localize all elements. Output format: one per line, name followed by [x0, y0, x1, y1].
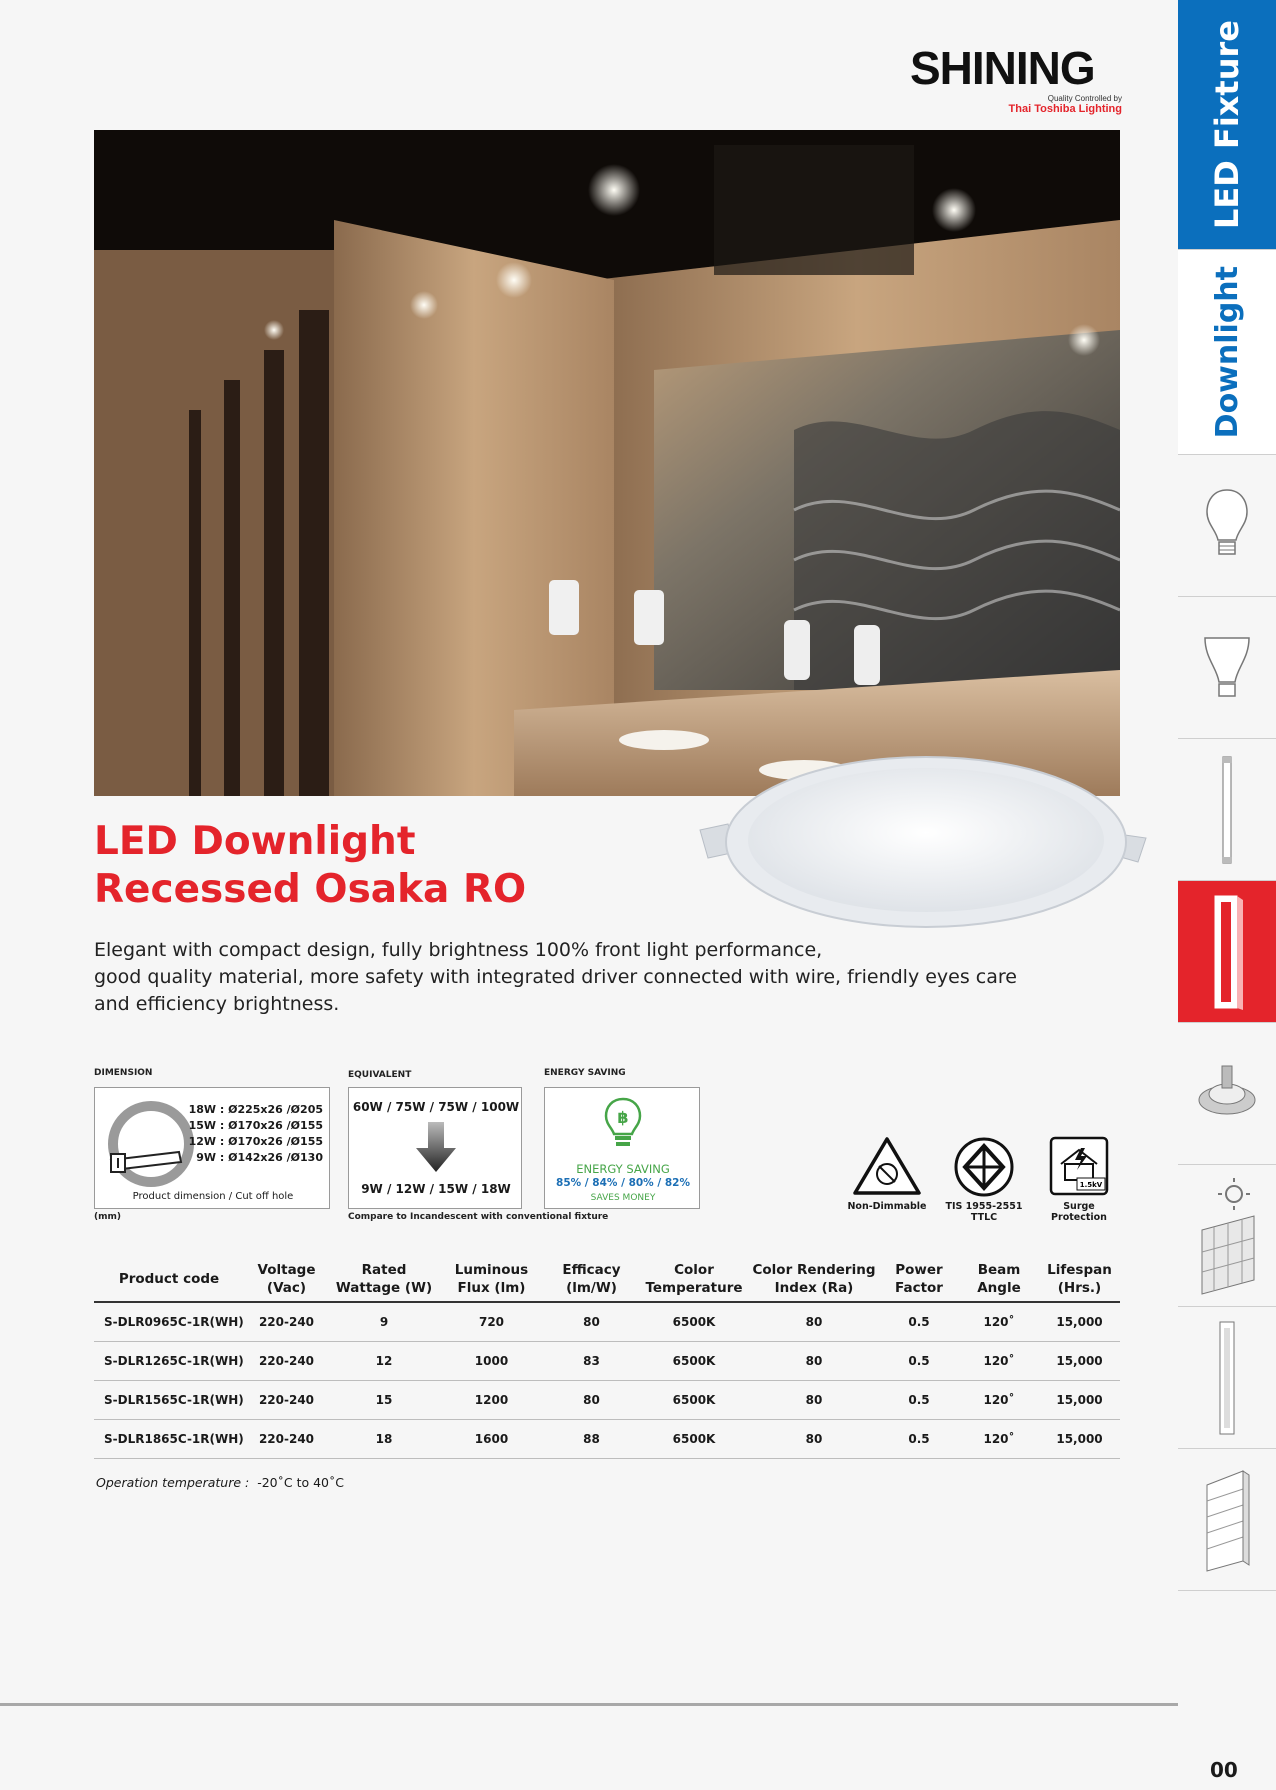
cell-lifespan: 15,000: [1039, 1419, 1120, 1458]
cell-voltage: 220-240: [244, 1302, 329, 1341]
product-description: [94, 937, 1017, 1018]
dimension-box: [94, 1087, 330, 1209]
cell-beam-angle: 120˚: [959, 1419, 1039, 1458]
non-dimmable-label: Non-Dimmable: [847, 1201, 927, 1212]
surge-label: Surge Protection: [1051, 1201, 1107, 1223]
sidebar-category-label: LED Fixture: [1208, 20, 1246, 229]
description-line2: good quality material, more safety with integrated driver connected with wire, friendly eyes care: [94, 966, 1017, 988]
solar-panel-icon: [1192, 1176, 1262, 1296]
cell-power-factor: 0.5: [879, 1419, 959, 1458]
surge-badge: [1036, 1136, 1122, 1223]
product-title-line1: LED Downlight: [94, 819, 416, 864]
dimension-row: 15W : Ø170x26 /Ø155: [188, 1119, 323, 1132]
col-header-sub: (lm/W): [566, 1279, 617, 1296]
sidebar-subcategory-label: Downlight: [1209, 265, 1245, 439]
tube-fixture-icon: [1212, 1318, 1242, 1438]
cell-voltage: 220-240: [244, 1419, 329, 1458]
dimension-row: 18W : Ø225x26 /Ø205: [188, 1103, 323, 1116]
sidebar-item-led-tube[interactable]: [1178, 739, 1276, 881]
operation-value: -20˚C to 40˚C: [257, 1475, 344, 1490]
dimension-caption: Product dimension / Cut off hole: [132, 1191, 294, 1202]
col-header: Power: [895, 1261, 943, 1278]
col-header: Product code: [118, 1270, 220, 1287]
col-header: Color: [674, 1261, 714, 1278]
downlight-product-image: [698, 742, 1150, 934]
table-row: [94, 1419, 1120, 1458]
cell-product-code: S-DLR0965C-1R(WH): [94, 1302, 244, 1341]
cell-color-temp: 6500K: [639, 1341, 749, 1380]
cell-wattage: 15: [329, 1380, 439, 1419]
cell-cri: 80: [749, 1419, 879, 1458]
brand-sub2: Thai Toshiba Lighting: [1008, 103, 1122, 115]
cell-wattage: 9: [329, 1302, 439, 1341]
led-fixture-icon: [1207, 892, 1247, 1012]
equivalent-incandescent: 60W / 75W / 75W / 100W: [352, 1100, 520, 1114]
highbay-icon: [1192, 1054, 1262, 1134]
svg-text:฿: ฿: [617, 1108, 629, 1127]
col-header-sub: Temperature: [645, 1279, 743, 1296]
sidebar-item-bulb[interactable]: [1178, 455, 1276, 597]
brand-name: SHINING: [910, 42, 1095, 94]
operation-label: Operation temperature :: [96, 1475, 250, 1490]
cell-flux: 1000: [439, 1341, 544, 1380]
col-header-sub: Angle: [977, 1279, 1021, 1296]
operation-temperature: [96, 1475, 344, 1490]
sidebar-item-highbay[interactable]: [1178, 1023, 1276, 1165]
col-header: Efficacy: [562, 1261, 621, 1278]
table-row: [94, 1341, 1120, 1380]
col-header: Luminous: [454, 1261, 529, 1278]
cell-product-code: S-DLR1565C-1R(WH): [94, 1380, 244, 1419]
arrow-down-icon: [416, 1122, 456, 1172]
dimension-label: DIMENSION: [94, 1068, 153, 1078]
equivalent-box: [348, 1087, 522, 1209]
col-header-sub: Index (Ra): [774, 1279, 854, 1296]
dimension-row: 9W : Ø142x26 /Ø130: [196, 1151, 323, 1164]
hero-photo: [94, 130, 1120, 796]
col-header-sub: Flux (lm): [457, 1279, 526, 1296]
cell-efficacy: 80: [544, 1302, 639, 1341]
dimension-row: 12W : Ø170x26 /Ø155: [188, 1135, 323, 1148]
sidebar-item-tube-fixture[interactable]: [1178, 1307, 1276, 1449]
energy-bulb-icon: [603, 1096, 643, 1152]
page-number: 00: [1210, 1758, 1238, 1782]
footer-divider: [0, 1703, 1178, 1706]
shelf-fixture-icon: [1197, 1465, 1257, 1575]
table-row: [94, 1380, 1120, 1419]
led-tube-icon: [1217, 755, 1237, 865]
sidebar-item-reflector-bulb[interactable]: [1178, 597, 1276, 739]
col-header: Rated: [361, 1261, 407, 1278]
sidebar-item-shelf[interactable]: [1178, 1449, 1276, 1591]
tis-certification-icon: [953, 1136, 1015, 1198]
cell-cri: 80: [749, 1380, 879, 1419]
surge-value: 1.5kV: [1079, 1181, 1103, 1189]
cell-power-factor: 0.5: [879, 1302, 959, 1341]
brand-logo: [910, 44, 1125, 124]
col-header: Voltage: [257, 1261, 316, 1278]
dimension-unit: (mm): [94, 1212, 121, 1222]
tis-badge: [936, 1136, 1032, 1223]
energy-label: ENERGY SAVING: [544, 1068, 626, 1078]
product-title: [94, 818, 526, 914]
col-header: Beam: [977, 1261, 1021, 1278]
brand-sub1: Quality Controlled by: [1047, 94, 1122, 103]
cell-lifespan: 15,000: [1039, 1302, 1120, 1341]
cell-color-temp: 6500K: [639, 1419, 749, 1458]
cell-efficacy: 80: [544, 1380, 639, 1419]
col-header-sub: (Hrs.): [1057, 1279, 1102, 1296]
description-line3: and efficiency brightness.: [94, 993, 340, 1015]
sidebar-subcategory-tab[interactable]: [1178, 250, 1276, 455]
ttlc-label: TTLC: [970, 1212, 998, 1223]
col-header-sub: Wattage (W): [335, 1279, 433, 1296]
table-header-row: [94, 1250, 1120, 1302]
tis-label: TIS 1955-2551: [945, 1201, 1023, 1212]
cell-lifespan: 15,000: [1039, 1380, 1120, 1419]
cell-product-code: S-DLR1265C-1R(WH): [94, 1341, 244, 1380]
cell-cri: 80: [749, 1302, 879, 1341]
equivalent-note: Compare to Incandescent with conventional fixture: [348, 1212, 609, 1222]
category-sidebar: [1178, 0, 1276, 1790]
product-title-line2: Recessed Osaka RO: [94, 867, 527, 912]
cell-color-temp: 6500K: [639, 1302, 749, 1341]
cell-efficacy: 83: [544, 1341, 639, 1380]
cell-flux: 1600: [439, 1419, 544, 1458]
non-dimmable-icon: [852, 1136, 922, 1198]
equivalent-led: 9W / 12W / 15W / 18W: [361, 1182, 511, 1196]
cell-efficacy: 88: [544, 1419, 639, 1458]
cell-product-code: S-DLR1865C-1R(WH): [94, 1419, 244, 1458]
surge-protection-icon: [1049, 1136, 1109, 1198]
cell-beam-angle: 120˚: [959, 1302, 1039, 1341]
bulb-icon: [1202, 486, 1252, 566]
cell-wattage: 18: [329, 1419, 439, 1458]
sidebar-category-tab[interactable]: [1178, 0, 1276, 250]
cell-voltage: 220-240: [244, 1380, 329, 1419]
cell-voltage: 220-240: [244, 1341, 329, 1380]
spec-table: [94, 1250, 1120, 1459]
cell-wattage: 12: [329, 1341, 439, 1380]
col-header: Lifespan: [1047, 1261, 1112, 1278]
description-line1: Elegant with compact design, fully brightness 100% front light performance,: [94, 939, 823, 961]
cell-color-temp: 6500K: [639, 1380, 749, 1419]
col-header-sub: (Vac): [266, 1279, 307, 1296]
equivalent-label: EQUIVALENT: [348, 1070, 412, 1080]
energy-title: ENERGY SAVING: [576, 1162, 670, 1176]
cell-beam-angle: 120˚: [959, 1380, 1039, 1419]
non-dimmable-badge: [842, 1136, 932, 1212]
cell-flux: 720: [439, 1302, 544, 1341]
col-header-sub: Factor: [895, 1279, 943, 1296]
cell-power-factor: 0.5: [879, 1380, 959, 1419]
cell-cri: 80: [749, 1341, 879, 1380]
cell-lifespan: 15,000: [1039, 1341, 1120, 1380]
energy-box: [544, 1087, 700, 1209]
cell-power-factor: 0.5: [879, 1341, 959, 1380]
sidebar-item-solar[interactable]: [1178, 1165, 1276, 1307]
reflector-bulb-icon: [1199, 628, 1255, 708]
cell-beam-angle: 120˚: [959, 1341, 1039, 1380]
dimension-diagram-icon: [101, 1098, 201, 1190]
cell-flux: 1200: [439, 1380, 544, 1419]
col-header: Color Rendering: [752, 1261, 876, 1278]
table-row: [94, 1302, 1120, 1341]
energy-percent: 85% / 84% / 80% / 82%: [556, 1177, 690, 1189]
sidebar-item-led-fixture-active[interactable]: [1178, 881, 1276, 1023]
energy-money: SAVES MONEY: [590, 1193, 656, 1203]
